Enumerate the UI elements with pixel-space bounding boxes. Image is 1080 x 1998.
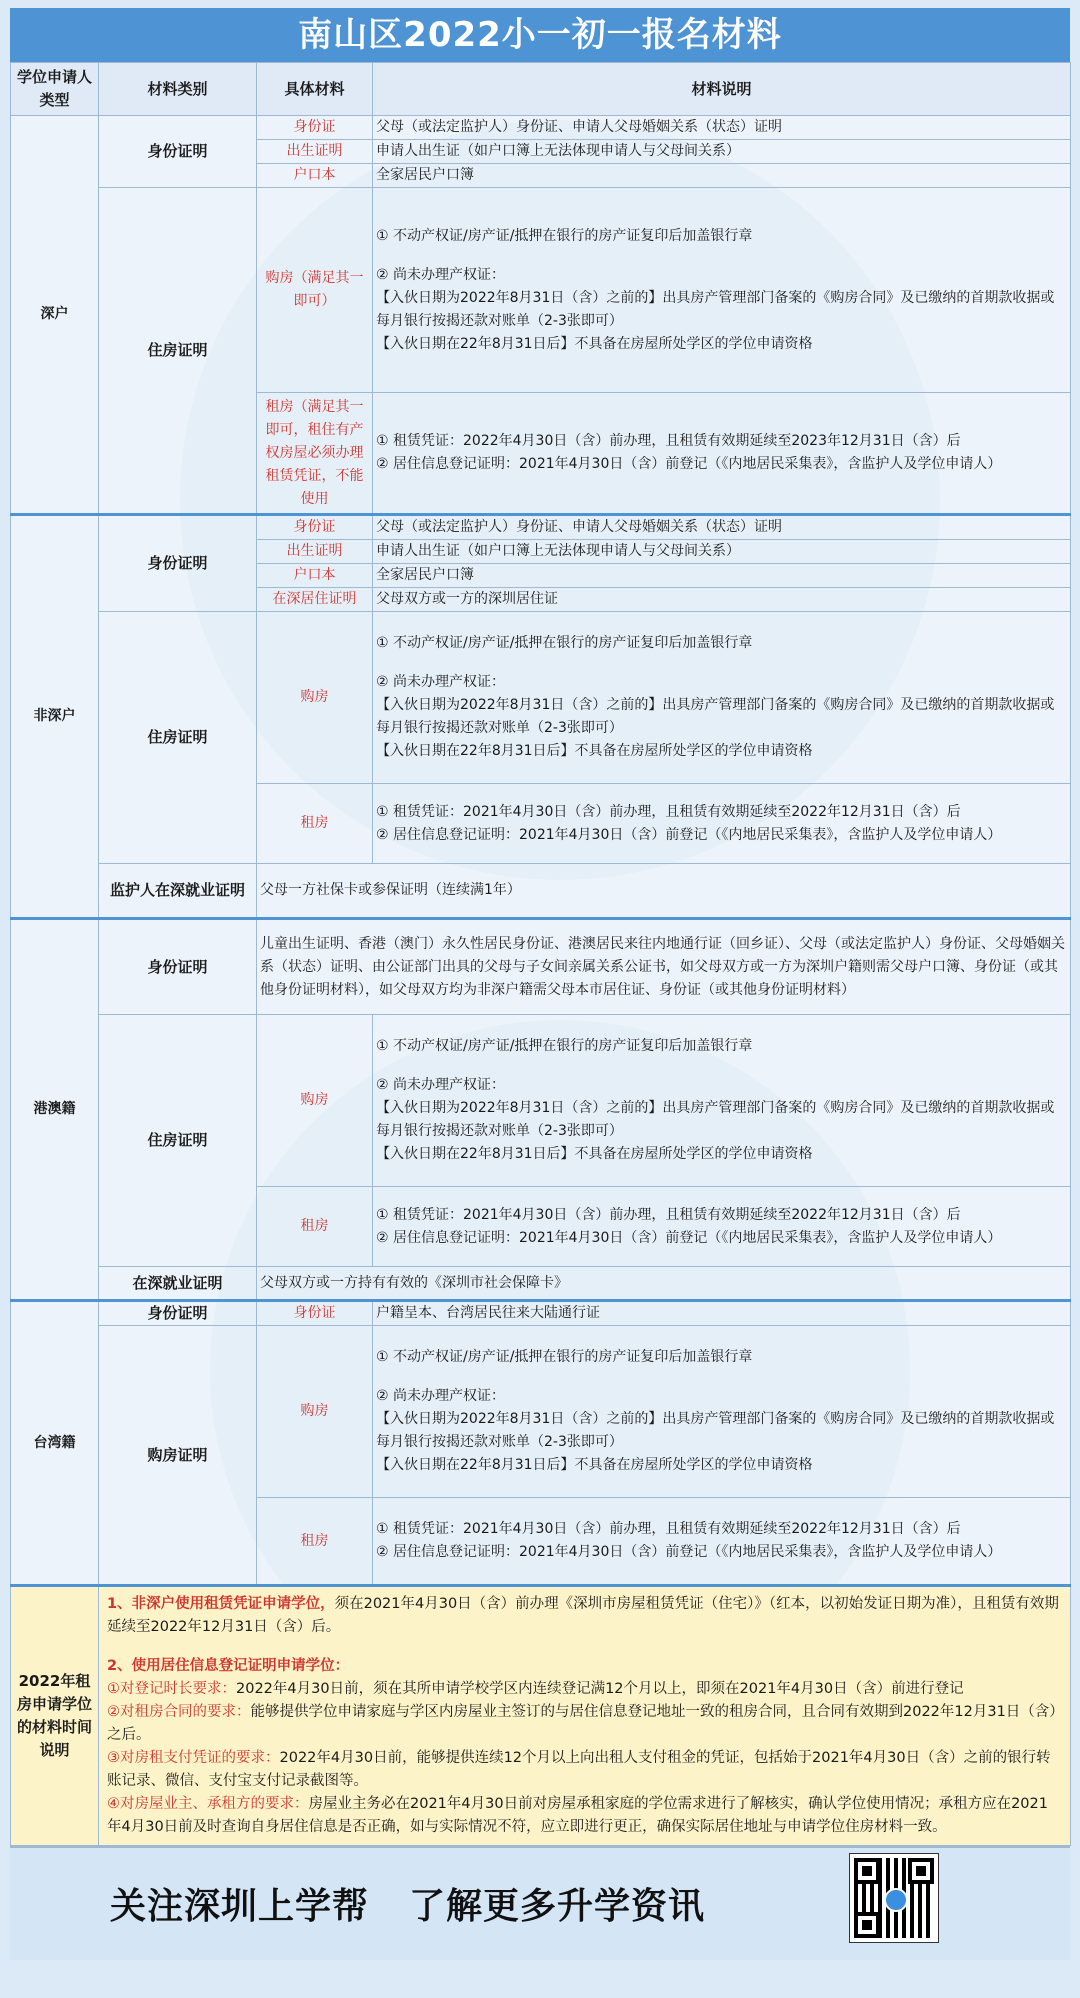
desc-line: ① 租赁凭证：2021年4月30日（含）前办理，且租赁有效期延续至2022年12月31日（含）后 xyxy=(376,803,961,820)
desc-cell xyxy=(373,1498,1071,1586)
desc-line: ① 不动产权证/房产证/抵押在银行的房产证复印后加盖银行章 xyxy=(376,1349,753,1365)
desc-line: ② 居住信息登记证明：2021年4月30日（含）前登记（《内地居民采集表》，含监护人及学位申请人） xyxy=(376,1544,1002,1560)
header-desc: 材料说明 xyxy=(373,63,1071,116)
category-cell: 住房证明 xyxy=(99,612,257,864)
material-cell: 购房 xyxy=(257,1326,373,1498)
table-row xyxy=(11,1326,1071,1498)
table-row xyxy=(11,515,1071,540)
desc-line: 【入伙日期为2022年8月31日（含）之前的】出具房产管理部门备案的《购房合同》及已缴纳的首期款收据或每月银行按揭还款对账单（2-3张即可） xyxy=(376,289,1055,329)
table-row xyxy=(11,864,1071,919)
desc-line: 【入伙日期在22年8月31日后】不具备在房屋所处学区的学位申请资格 xyxy=(376,743,813,759)
material-cell: 购房 xyxy=(257,1015,373,1187)
desc-line: ② 尚未办理产权证： xyxy=(376,1388,506,1404)
material-cell: 身份证 xyxy=(257,116,373,140)
type-cell: 深户 xyxy=(11,116,99,515)
notes-row xyxy=(11,1586,1071,1846)
table-row xyxy=(11,1015,1071,1187)
category-cell: 身份证明 xyxy=(99,515,257,612)
note-item: ①对登记时长要求：2022年4月30日前，须在其所申请学校学区内连续登记满12个月以上，即须在2021年4月30日（含）前进行登记 xyxy=(107,1681,964,1697)
note-item: ④对房屋业主、承租方的要求：房屋业主务必在2021年4月30日前对房屋承租家庭的学位需求进行了解核实，确认学位使用情况；承租方应在2021年4月30日前及时查询自身居住信息是否正确，如与实际情况不符，应立即进行更正，确保实际居住地址与申请学位住房材料一致。 xyxy=(107,1796,1048,1835)
desc-line: ② 尚未办理产权证： xyxy=(376,266,506,283)
table-row xyxy=(11,612,1071,784)
material-cell: 租房 xyxy=(257,1187,373,1267)
table-row xyxy=(11,188,1071,393)
category-cell: 在深就业证明 xyxy=(99,1267,257,1301)
desc-cell xyxy=(373,188,1071,393)
table-row xyxy=(11,919,1071,1015)
table-row xyxy=(11,1267,1071,1301)
material-cell: 出生证明 xyxy=(257,140,373,164)
desc-cell: 全家居民户口簿 xyxy=(373,164,1071,188)
material-cell: 租房 xyxy=(257,1498,373,1586)
desc-line: 【入伙日期为2022年8月31日（含）之前的】出具房产管理部门备案的《购房合同》及已缴纳的首期款收据或每月银行按揭还款对账单（2-3张即可） xyxy=(376,1100,1055,1139)
note-1: 1、非深户使用租赁凭证申请学位，须在2021年4月30日（含）前办理《深圳市房屋租赁凭证（住宅）》（红本，以初始发证日期为准），且租赁有效期延续至2022年12月31日（含）后。 xyxy=(107,1596,1059,1635)
desc-cell xyxy=(373,1326,1071,1498)
type-cell: 台湾籍 xyxy=(11,1301,99,1586)
category-cell: 身份证明 xyxy=(99,116,257,188)
desc-line: ② 居住信息登记证明：2021年4月30日（含）前登记（《内地居民采集表》，含监护人及学位申请人） xyxy=(376,826,1002,843)
desc-cell: 户籍呈本、台湾居民往来大陆通行证 xyxy=(373,1301,1071,1326)
footer-learn: 了解更多升学资讯 xyxy=(409,1886,706,1927)
table-row xyxy=(11,1301,1071,1326)
desc-cell: 父母（或法定监护人）身份证、申请人父母婚姻关系（状态）证明 xyxy=(373,116,1071,140)
desc-cell: 父母双方或一方持有有效的《深圳市社会保障卡》 xyxy=(257,1267,1071,1301)
desc-line: ① 租赁凭证：2022年4月30日（含）前办理，且租赁有效期延续至2023年12月31日（含）后 xyxy=(376,433,961,449)
material-cell: 购房 xyxy=(257,612,373,784)
type-cell: 港澳籍 xyxy=(11,919,99,1301)
material-cell: 户口本 xyxy=(257,164,373,188)
notes-content xyxy=(99,1586,1071,1846)
desc-line: ② 居住信息登记证明：2021年4月30日（含）前登记（《内地居民采集表》，含监护人及学位申请人） xyxy=(376,1229,1002,1246)
desc-cell: 申请人出生证（如户口簿上无法体现申请人与父母间关系） xyxy=(373,540,1071,564)
footer-follow: 关注深圳上学帮 xyxy=(110,1886,370,1927)
desc-line: ① 租赁凭证：2021年4月30日（含）前办理，且租赁有效期延续至2022年12月31日（含）后 xyxy=(376,1206,961,1223)
desc-line: 【入伙日期为2022年8月31日（含）之前的】出具房产管理部门备案的《购房合同》及已缴纳的首期款收据或每月银行按揭还款对账单（2-3张即可） xyxy=(376,697,1055,736)
desc-line: 【入伙日期为2022年8月31日（含）之前的】出具房产管理部门备案的《购房合同》及已缴纳的首期款收据或每月银行按揭还款对账单（2-3张即可） xyxy=(376,1411,1055,1450)
desc-line: 【入伙日期在22年8月31日后】不具备在房屋所处学区的学位申请资格 xyxy=(376,1457,813,1473)
category-cell: 住房证明 xyxy=(99,1015,257,1267)
desc-line: ① 租赁凭证：2021年4月30日（含）前办理，且租赁有效期延续至2022年12月31日（含）后 xyxy=(376,1521,961,1537)
category-cell: 身份证明 xyxy=(99,1301,257,1326)
desc-cell: 父母（或法定监护人）身份证、申请人父母婚姻关系（状态）证明 xyxy=(373,515,1071,540)
qr-code-icon[interactable] xyxy=(850,1854,938,1942)
material-cell: 身份证 xyxy=(257,515,373,540)
desc-line: ② 尚未办理产权证： xyxy=(376,674,506,690)
material-cell: 出生证明 xyxy=(257,540,373,564)
material-cell: 身份证 xyxy=(257,1301,373,1326)
desc-cell: 父母一方社保卡或参保证明（连续满1年） xyxy=(257,864,1071,919)
material-cell: 租房 xyxy=(257,784,373,864)
desc-cell: 儿童出生证明、香港（澳门）永久性居民身份证、港澳居民来往内地通行证（回乡证）、父母（或法定监护人）身份证、父母婚姻关系（状态）证明、由公证部门出具的父母与子女间亲属关系公证书，如父母双方或一方为深圳户籍则需父母户口簿、身份证（或其他身份证明材料），如父母双方均为非深户籍需父母本市居住证、身份证（或其他身份证明材料） xyxy=(257,919,1071,1015)
category-cell: 购房证明 xyxy=(99,1326,257,1586)
desc-cell: 申请人出生证（如户口簿上无法体现申请人与父母间关系） xyxy=(373,140,1071,164)
footer-text xyxy=(110,1878,745,1929)
desc-cell: 父母双方或一方的深圳居住证 xyxy=(373,588,1071,612)
logo-icon xyxy=(884,1888,908,1912)
material-cell: 在深居住证明 xyxy=(257,588,373,612)
material-cell: 购房（满足其一即可） xyxy=(257,188,373,393)
header-category: 材料类别 xyxy=(99,63,257,116)
header-material: 具体材料 xyxy=(257,63,373,116)
desc-cell: 全家居民户口簿 xyxy=(373,564,1071,588)
note-item: ②对租房合同的要求：能够提供学位申请家庭与学区内房屋业主签订的与居住信息登记地址一致的租房合同，且合同有效期到2022年12月31日（含）之后。 xyxy=(107,1704,1057,1743)
type-cell: 非深户 xyxy=(11,515,99,919)
category-cell: 监护人在深就业证明 xyxy=(99,864,257,919)
desc-line: ② 尚未办理产权证： xyxy=(376,1077,506,1093)
desc-line: ② 居住信息登记证明：2021年4月30日（含）前登记（《内地居民采集表》，含监护人及学位申请人） xyxy=(376,456,1002,472)
desc-line: ① 不动产权证/房产证/抵押在银行的房产证复印后加盖银行章 xyxy=(376,1038,753,1054)
desc-line: ① 不动产权证/房产证/抵押在银行的房产证复印后加盖银行章 xyxy=(376,227,753,244)
desc-line: 【入伙日期在22年8月31日后】不具备在房屋所处学区的学位申请资格 xyxy=(376,335,813,352)
note-item: ③对房租支付凭证的要求：2022年4月30日前，能够提供连续12个月以上向出租人支付租金的凭证，包括始于2021年4月30日（含）之前的银行转账记录、微信、支付宝支付记录截图等。 xyxy=(107,1750,1051,1789)
desc-line: 【入伙日期在22年8月31日后】不具备在房屋所处学区的学位申请资格 xyxy=(376,1146,813,1162)
page xyxy=(10,8,1070,1960)
desc-cell xyxy=(373,784,1071,864)
table-row xyxy=(11,116,1071,140)
table-header xyxy=(11,63,1071,116)
notes-label: 2022年租房申请学位的材料时间说明 xyxy=(11,1586,99,1846)
note-2-head: 2、使用居住信息登记证明申请学位： xyxy=(107,1658,350,1674)
desc-cell xyxy=(373,1187,1071,1267)
category-cell: 身份证明 xyxy=(99,919,257,1015)
desc-cell xyxy=(373,612,1071,784)
desc-cell xyxy=(373,1015,1071,1187)
desc-line: ① 不动产权证/房产证/抵押在银行的房产证复印后加盖银行章 xyxy=(376,635,753,651)
footer-banner xyxy=(10,1846,1070,1960)
desc-cell xyxy=(373,393,1071,515)
material-cell: 租房（满足其一即可，租住有产权房屋必须办理租赁凭证，不能使用 xyxy=(257,393,373,515)
material-cell: 户口本 xyxy=(257,564,373,588)
category-cell: 住房证明 xyxy=(99,188,257,515)
materials-table xyxy=(10,62,1071,1846)
header-type: 学位申请人类型 xyxy=(11,63,99,116)
page-title: 南山区2022小一初一报名材料 xyxy=(10,8,1070,62)
